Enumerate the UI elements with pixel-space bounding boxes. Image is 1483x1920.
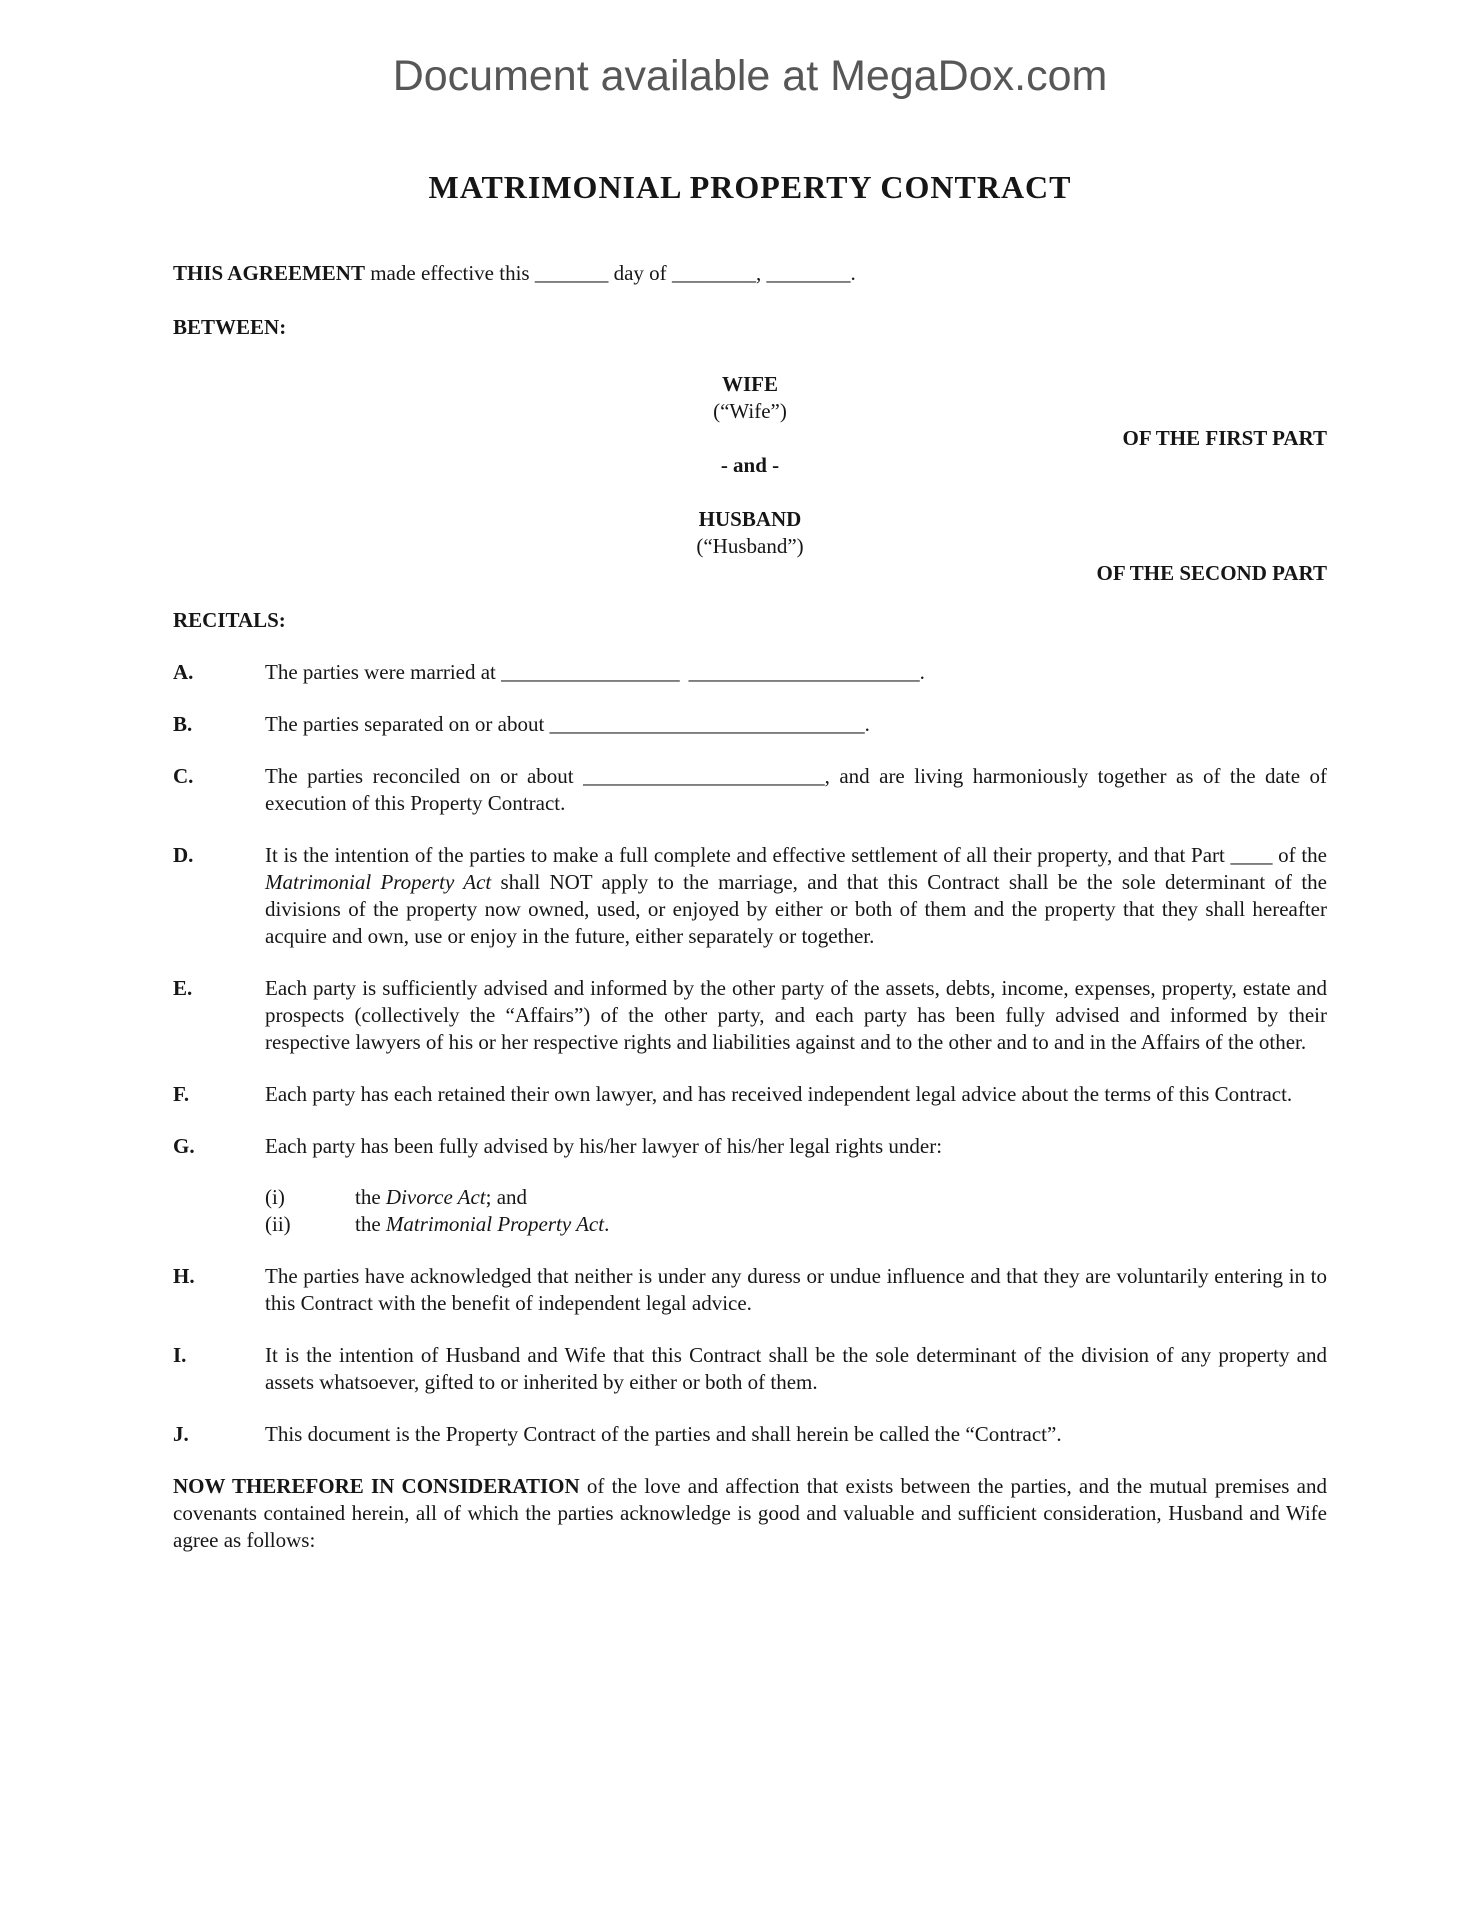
recital-b-label: B. — [173, 712, 193, 736]
recital-h-label: H. — [173, 1264, 195, 1288]
recital-a-blank-date: ______________________ — [688, 660, 920, 684]
recital-c-blank: _______________________ — [583, 764, 825, 788]
recital-i-label: I. — [173, 1343, 187, 1367]
recital-j-text: This document is the Property Contract of the parties and shall herein be called the “Contract”. — [265, 1422, 1062, 1446]
recital-d-text: It is the intention of the parties to make a full complete and effective settlement of all their property, and that Part — [265, 843, 1231, 867]
recital-c — [173, 763, 1327, 817]
recital-a-period: . — [919, 660, 925, 684]
husband-alias: (“Husband”) — [696, 534, 804, 558]
recital-g-item-ii — [265, 1211, 1327, 1238]
recital-j — [173, 1421, 1327, 1448]
recital-i — [173, 1342, 1327, 1396]
now-therefore-text: of the love and affection that exists between the parties, and the mutual premises and covenants contained herein, all of which the parties acknowledge is good and valuable and sufficient consideration, Husband and Wife agree as follows: — [173, 1474, 1327, 1552]
recital-g-item-i-label: (i) — [265, 1185, 285, 1209]
agreement-effective-line — [173, 260, 1327, 287]
wife-name: WIFE — [721, 372, 778, 396]
recital-g-item-i-text: the — [355, 1185, 386, 1209]
recital-b — [173, 711, 1327, 738]
recital-c-text: The parties reconciled on or about — [265, 764, 584, 788]
recital-a-label: A. — [173, 660, 194, 684]
recital-b-period: . — [864, 712, 870, 736]
recital-g-item-i-act-name: Divorce Act — [385, 1185, 486, 1209]
recital-f-text: Each party has each retained their own lawyer, and has received independent legal advice about the terms of this Contract. — [265, 1082, 1293, 1106]
megadox-watermark: Document available at MegaDox.com — [392, 52, 1108, 100]
between-label: BETWEEN: — [173, 315, 287, 339]
recital-g-item-i — [265, 1184, 1327, 1211]
recital-h-text: The parties have acknowledged that neither is under any duress or undue influence and that they are voluntarily entering in to this Contract with the benefit of independent legal advice. — [265, 1264, 1327, 1315]
recital-d-blank: ____ — [1230, 843, 1273, 867]
of-the-second-part: OF THE SECOND PART — [1096, 561, 1327, 585]
recital-a-text: The parties were married at — [265, 660, 502, 684]
blank-day: _______ — [534, 261, 609, 285]
husband-name: HUSBAND — [698, 507, 802, 531]
recital-f — [173, 1081, 1327, 1108]
recitals-heading: RECITALS: — [173, 608, 286, 632]
recital-g-item-ii-act-name: Matrimonial Property Act — [385, 1212, 605, 1236]
recital-d-text-3: shall NOT apply to the marriage, and that this Contract shall be the sole determinant of the divisions of the property now owned, used, or enjoyed by either or both of them and the property that they shall hereafter acquire and own, use or enjoy in the future, either separately or together. — [265, 870, 1327, 948]
blank-month: ________ — [671, 261, 756, 285]
parties-spacer — [173, 479, 1327, 506]
agreement-text-4: . — [850, 261, 856, 285]
wife-alias: (“Wife”) — [713, 399, 787, 423]
agreement-lead-text: THIS AGREEMENT — [173, 261, 365, 285]
recital-c-label: C. — [173, 764, 194, 788]
recital-a — [173, 659, 1327, 686]
recital-e-text: Each party is sufficiently advised and informed by the other party of the assets, debts, income, expenses, property, estate and prospects (collectively the “Affairs”) of the other party, and each party has been fully advised and informed by their respective lawyers of his or her respective rights and liabilities against and to the other and to and in the Affairs of the other. — [265, 976, 1327, 1054]
agreement-text-2: day of — [608, 261, 672, 285]
recital-d — [173, 842, 1327, 950]
recital-g-text: Each party has been fully advised by his/her lawyer of his/her legal rights under: — [265, 1134, 943, 1158]
recital-h — [173, 1263, 1327, 1317]
now-therefore-paragraph — [173, 1473, 1327, 1554]
of-the-first-part: OF THE FIRST PART — [1122, 426, 1327, 450]
agreement-text-3: , — [755, 261, 767, 285]
blank-year: ________ — [766, 261, 851, 285]
recital-g-item-ii-text: the — [355, 1212, 386, 1236]
recital-b-text: The parties separated on or about — [265, 712, 550, 736]
recital-d-text-2: of the — [1272, 843, 1327, 867]
recital-f-label: F. — [173, 1082, 190, 1106]
recital-g-subitems — [265, 1184, 1327, 1238]
agreement-text-1: made effective this — [364, 261, 535, 285]
recital-g — [173, 1133, 1327, 1238]
recital-i-text: It is the intention of Husband and Wife that this Contract shall be the sole determinant of the division of any property and assets whatsoever, gifted to or inherited by either or both of them. — [265, 1343, 1327, 1394]
now-therefore-lead: NOW THEREFORE IN CONSIDERATION — [173, 1474, 580, 1498]
recital-j-label: J. — [173, 1422, 189, 1446]
and-separator: - and - — [720, 453, 780, 477]
recital-a-blank-place: _________________ — [501, 660, 680, 684]
parties-block — [173, 371, 1327, 587]
recital-d-label: D. — [173, 843, 194, 867]
recital-b-blank: ______________________________ — [549, 712, 865, 736]
recital-e — [173, 975, 1327, 1056]
recital-g-item-ii-text-2: . — [604, 1212, 610, 1236]
recital-g-item-i-text-2: ; and — [485, 1185, 528, 1209]
recital-g-item-ii-label: (ii) — [265, 1212, 291, 1236]
recital-c-text-2: , and are living harmoniously together as of the date of execution of this Property Contract. — [265, 764, 1327, 815]
recital-e-label: E. — [173, 976, 193, 1000]
recital-g-label: G. — [173, 1134, 195, 1158]
recital-d-act-name: Matrimonial Property Act — [265, 870, 492, 894]
document-title: MATRIMONIAL PROPERTY CONTRACT — [428, 169, 1072, 205]
